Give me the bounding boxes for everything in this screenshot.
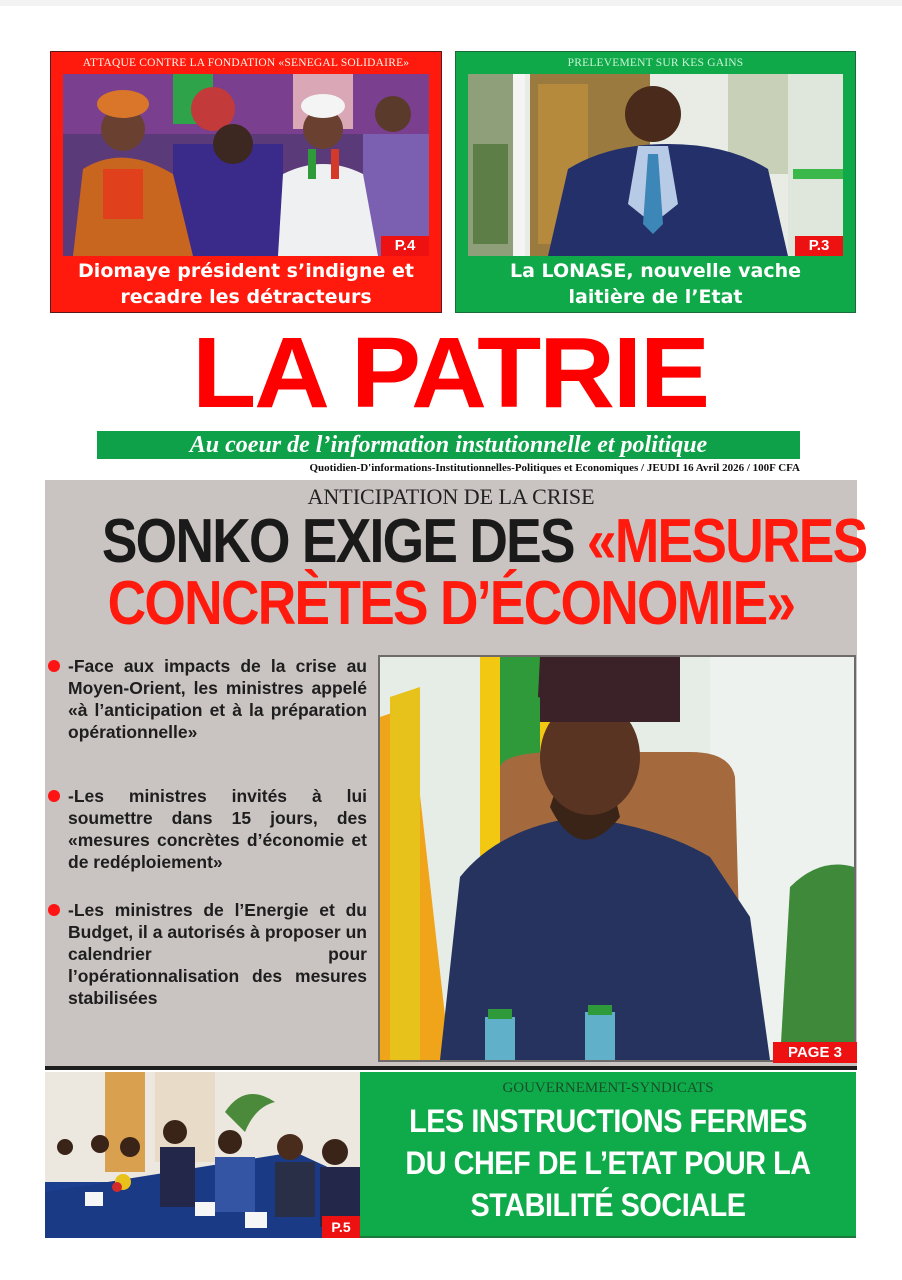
teaser-fondation[interactable] <box>50 51 442 313</box>
teaser-headline-line: laitière de l’Etat <box>568 286 743 308</box>
teaser-photo-portrait <box>468 74 843 256</box>
bottom-story[interactable] <box>45 1072 856 1238</box>
main-headline-black: SONKO EXIGE DES <box>101 507 587 576</box>
page-badge: P.3 <box>795 236 843 256</box>
tagline: Au coeur de l’information instutionnelle et politique <box>97 431 800 459</box>
teaser-headline-line: La LONASE, nouvelle vache <box>509 260 801 282</box>
teaser-headline <box>51 258 441 310</box>
main-bullets <box>45 655 367 1009</box>
main-story[interactable] <box>45 480 867 1066</box>
bullet-text: -Face aux impacts de la crise au Moyen-Orient, les ministres appelé «à l’anticipation et à la préparation opérationnelle» <box>68 656 367 742</box>
main-headline-red: «MESURES <box>586 507 867 576</box>
teaser-headline-line: recadre les détracteurs <box>120 286 372 308</box>
bullet-dot-icon <box>48 660 60 672</box>
bottom-kicker: GOUVERNEMENT-SYNDICATS <box>502 1080 714 1096</box>
bullet-dot-icon <box>48 904 60 916</box>
bullet-item <box>45 899 367 1009</box>
issue-info-line: Quotidien-D'informations-Institutionnelles-Politiques et Economiques / JEUDI 16 Avril 2026 / 100F CFA <box>309 462 800 474</box>
bottom-headline-line: STABILITÉ SOCIALE <box>470 1187 746 1223</box>
teaser-kicker: ATTAQUE CONTRE LA FONDATION «SENEGAL SOLIDAIRE» <box>82 57 410 69</box>
bullet-item <box>45 785 367 873</box>
top-strip <box>0 0 902 6</box>
bullet-text: -Les ministres invités à lui soumettre dans 15 jours, des «mesures concrètes d’économie et de redéploiement» <box>68 786 367 872</box>
newspaper-logo: LA PATRIE <box>192 317 708 429</box>
bottom-photo-meeting <box>45 1072 360 1238</box>
teaser-headline <box>456 258 855 310</box>
bullet-dot-icon <box>48 790 60 802</box>
main-kicker: ANTICIPATION DE LA CRISE <box>307 484 595 509</box>
page-badge: P.5 <box>322 1216 360 1238</box>
bottom-headline-line: LES INSTRUCTIONS FERMES <box>409 1103 807 1139</box>
bullet-text: -Les ministres de l’Energie et du Budget, il a autorisés à proposer un calendrier pour l’opérationnalisation des mesures stabilisées <box>68 900 367 1008</box>
page-badge: PAGE 3 <box>773 1042 857 1063</box>
main-photo-portrait <box>378 655 856 1062</box>
page-badge: P.4 <box>381 236 429 256</box>
bottom-headline <box>385 1100 831 1226</box>
section-divider <box>45 1066 857 1070</box>
teaser-headline-line: Diomaye président s’indigne et <box>78 260 414 282</box>
bottom-headline-line: DU CHEF DE L’ETAT POUR LA <box>405 1145 811 1181</box>
bullet-item <box>45 655 367 743</box>
teaser-photo-crowd <box>63 74 429 256</box>
main-headline-line2: CONCRÈTES D’ÉCONOMIE» <box>107 569 795 638</box>
bottom-headline-box <box>360 1072 856 1238</box>
teaser-lonase[interactable] <box>455 51 856 313</box>
teaser-kicker: PRELEVEMENT SUR KES GAINS <box>567 57 744 69</box>
